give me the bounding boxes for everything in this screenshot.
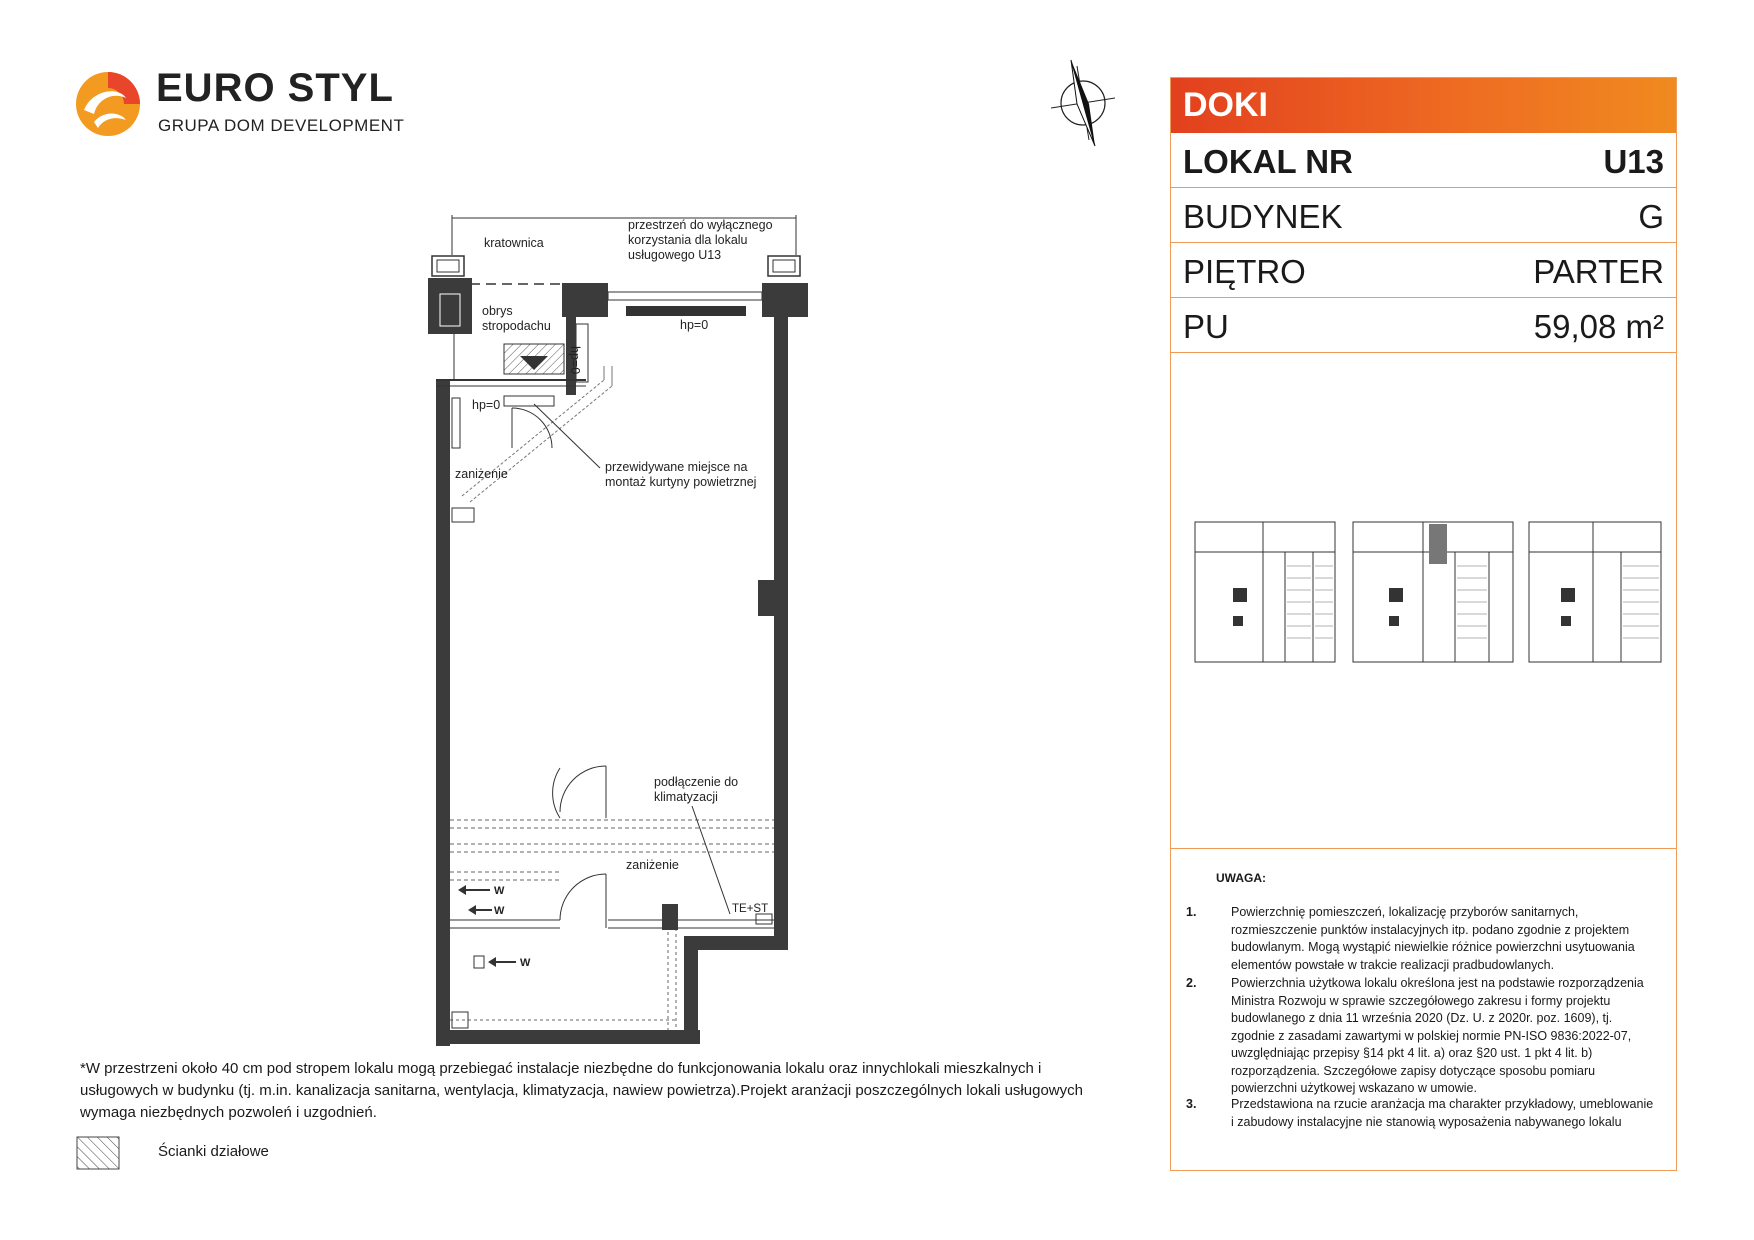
- label-zanizenie-bottom: zaniżenie: [626, 858, 679, 872]
- label-w3: W: [520, 957, 531, 969]
- label-hp-top: hp=0: [680, 318, 709, 332]
- row-lokal-key: LOKAL NR: [1183, 143, 1353, 180]
- label-exclusive-space: przestrzeń do wyłącznego korzystania dla lokalu usługowego U13: [628, 218, 773, 262]
- label-hp-left: hp=0: [472, 398, 501, 412]
- label-obrys-stropodachu: obrys stropodachu: [482, 304, 551, 333]
- highlighted-unit: [1429, 524, 1447, 564]
- row-pu-key: PU: [1183, 308, 1229, 345]
- label-curtain: przewidywane miejsce na montaż kurtyny powietrznej: [605, 460, 757, 489]
- notes-title: UWAGA:: [1216, 871, 1266, 885]
- row-budynek-value: G: [1638, 198, 1664, 235]
- note-text: Powierzchnię pomieszczeń, lokalizację przyborów sanitarnych, rozmieszczenie punktów instalacyjnych itp. podano zgodnie z projektem budowlanym. Mogą wystąpić niewielkie różnice powierzchni usytuowania elementów powstałe w trakcie realizacji pradbudowlanych.: [1231, 905, 1635, 972]
- row-budynek-key: BUDYNEK: [1183, 198, 1343, 235]
- note-text: Przedstawiona na rzucie aranżacja ma charakter przykładowy, umeblowanie i zabudowy instalacyjne nie stanowią wyposażenia nabywanego lokalu: [1231, 1097, 1654, 1129]
- brand-subtitle: GRUPA DOM DEVELOPMENT: [158, 116, 405, 135]
- label-hp-vertical: hp=0: [568, 346, 582, 375]
- note-number: 3.: [1186, 1097, 1197, 1111]
- row-pietro-value: PARTER: [1533, 253, 1664, 290]
- legend-label: Ścianki działowe: [158, 1143, 269, 1160]
- row-lokal-value: U13: [1603, 143, 1664, 180]
- brand-name: EURO STYL: [156, 66, 394, 110]
- row-pu: [1171, 298, 1676, 353]
- row-lokal: [1171, 133, 1676, 188]
- investment-name: DOKI: [1183, 86, 1268, 124]
- row-pietro: [1171, 243, 1676, 298]
- label-kratownica: kratownica: [484, 236, 544, 250]
- panel-header: [1171, 78, 1676, 133]
- building-key-plan: [1193, 516, 1663, 664]
- label-klimatyzacja: podłączenie do klimatyzacji: [654, 775, 739, 804]
- label-zanizenie-top: zaniżenie: [455, 467, 508, 481]
- note-text: Powierzchnia użytkowa lokalu określona jest na podstawie rozporządzenia Ministra Rozwoju w sprawie szczegółowego zakresu i formy projektu budowlanego z dnia 11 września 2020 (Dz. U. z 2020r. poz. 1609), tj. zgodnie z zasadami zawartymi w polskiej normie PN-ISO 9836:2022-07, uwzględniając przepisy §14 pkt 4 lit. a) oraz §20 ust. 1 pkt 4 lit. b) rozporządzenia. Szczegółowe zapisy dotyczące sposobu pomiaru powierzchni użytkowej wskazano w umowie.: [1231, 976, 1644, 1095]
- unit-info-panel: [1170, 77, 1677, 1171]
- footnote: *W przestrzeni około 40 cm pod stropem lokalu mogą przebiegać instalacje niezbędne do funkcjonowania lokalu oraz innychlokali mieszkalnych i usługowych w budynku (tj. m.in. kanalizacja sanitarna, wentylacja, klimatyzacja, nawiew powietrza).Projekt aranżacji poszczególnych lokali usługowych wymaga niezbędnych pozwoleń i uzgodnień.: [80, 1060, 1083, 1121]
- legend-hatch-swatch: [76, 1136, 120, 1170]
- note-number: 1.: [1186, 905, 1197, 919]
- row-pu-value: 59,08 m²: [1533, 308, 1664, 345]
- row-pietro-key: PIĘTRO: [1183, 253, 1306, 290]
- note-number: 2.: [1186, 976, 1197, 990]
- label-w1: W: [494, 885, 505, 897]
- label-te-st: TE+ST: [732, 903, 769, 915]
- notes-divider: [1171, 848, 1676, 849]
- label-w2: W: [494, 905, 505, 917]
- row-budynek: [1171, 188, 1676, 243]
